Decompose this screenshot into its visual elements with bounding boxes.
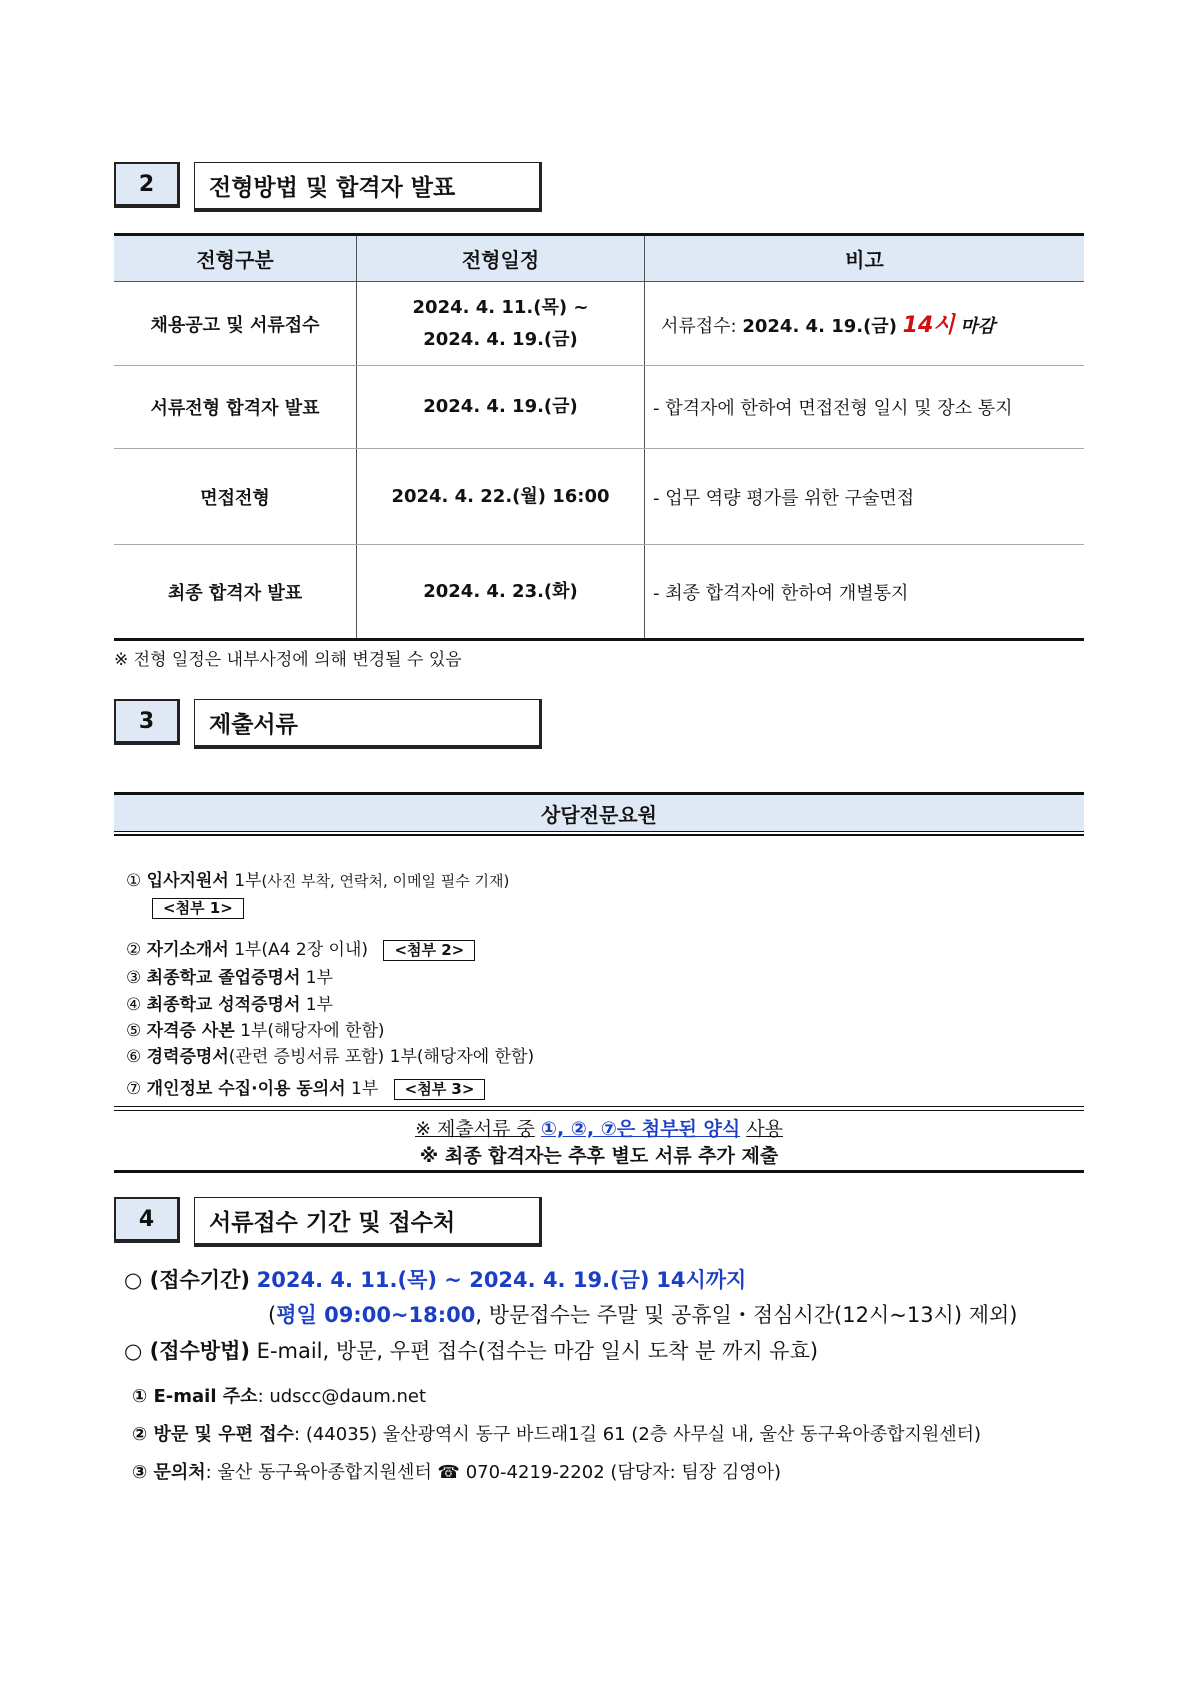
section-title: 전형방법 및 합격자 발표 bbox=[194, 162, 542, 212]
hours-open: ( bbox=[268, 1303, 277, 1327]
doc-item bbox=[126, 963, 333, 988]
doc-qty: 1부 bbox=[305, 995, 334, 1015]
doc-item bbox=[126, 866, 509, 891]
doc-qty: 1부 bbox=[234, 871, 262, 891]
reception-email bbox=[132, 1382, 426, 1408]
stage-cell: 채용공고 및 서류접수 bbox=[114, 282, 357, 366]
note-cell: - 최종 합격자에 한하여 개별통지 bbox=[645, 545, 1085, 640]
note-highlight: ①, ②, ⑦은 첨부된 양식 bbox=[540, 1118, 741, 1140]
table-row bbox=[114, 366, 1084, 449]
method-value: E-mail, 방문, 우편 접수(접수는 마감 일시 도착 분 까지 유효) bbox=[256, 1339, 819, 1363]
doc-number: ⑥ bbox=[126, 1047, 142, 1067]
attachment-label: <첨부 1> bbox=[152, 898, 244, 919]
method-label: ○ (접수방법) bbox=[124, 1339, 250, 1363]
date-line: 2024. 4. 19.(금) bbox=[423, 328, 578, 350]
period-value: 2024. 4. 11.(목) ~ 2024. 4. 19.(금) bbox=[256, 1268, 650, 1292]
note-cell: - 합격자에 한하여 면접전형 일시 및 장소 통지 bbox=[645, 366, 1085, 449]
period-until: 14시까지 bbox=[656, 1268, 747, 1292]
divider bbox=[114, 1110, 1084, 1111]
hours-value: 평일 09:00~18:00 bbox=[276, 1303, 476, 1327]
date-line: 2024. 4. 11.(목) ~ bbox=[412, 296, 589, 318]
doc-name: 최종학교 졸업증명서 bbox=[146, 968, 301, 988]
note-cell bbox=[645, 282, 1085, 366]
stage-cell: 서류전형 합격자 발표 bbox=[114, 366, 357, 449]
reception-visit bbox=[132, 1420, 981, 1446]
doc-qty: 1부 bbox=[351, 1079, 379, 1099]
doc-attach-line bbox=[152, 898, 244, 919]
note-cell: - 업무 역량 평가를 위한 구술면접 bbox=[645, 449, 1085, 545]
section-title: 서류접수 기간 및 접수처 bbox=[194, 1197, 542, 1247]
note-prefix: 서류접수: bbox=[661, 316, 737, 337]
doc-number: ① bbox=[126, 871, 142, 891]
attachment-label: <첨부 3> bbox=[394, 1079, 486, 1100]
note-suffix: 마감 bbox=[960, 316, 996, 337]
reception-method bbox=[124, 1335, 818, 1365]
doc-extra: (사진 부착, 연락처, 이메일 필수 기재) bbox=[261, 872, 510, 890]
doc-name: 개인정보 수집·이용 동의서 bbox=[146, 1079, 346, 1099]
docs-note-1 bbox=[114, 1114, 1084, 1141]
contact-value: : 울산 동구육아종합지원센터 ☎ 070-4219-2202 (담당자: 팀장 김영아) bbox=[205, 1462, 782, 1483]
table-row bbox=[114, 449, 1084, 545]
hours-rest: , 방문접수는 주말 및 공휴일・점심시간(12시~13시) 제외) bbox=[475, 1303, 1018, 1327]
doc-number: ③ bbox=[126, 968, 142, 988]
reception-hours bbox=[268, 1299, 1017, 1329]
table-header-row bbox=[114, 235, 1084, 282]
doc-number: ④ bbox=[126, 995, 142, 1015]
section-number: 2 bbox=[114, 162, 180, 208]
doc-number: ⑤ bbox=[126, 1021, 142, 1041]
schedule-table bbox=[114, 233, 1084, 641]
visit-label: ② 방문 및 우편 접수 bbox=[132, 1424, 295, 1445]
divider bbox=[114, 1106, 1084, 1107]
date-cell: 2024. 4. 19.(금) bbox=[357, 366, 645, 449]
email-label: ① E-mail 주소 bbox=[132, 1386, 258, 1407]
doc-name: 최종학교 성적증명서 bbox=[146, 995, 301, 1015]
doc-number: ⑦ bbox=[126, 1079, 142, 1099]
section-number: 4 bbox=[114, 1197, 180, 1243]
doc-qty: 1부 bbox=[305, 968, 334, 988]
note-prefix: ※ 제출서류 중 bbox=[415, 1118, 535, 1140]
doc-name: 자기소개서 bbox=[146, 940, 229, 960]
docs-note-2: ※ 최종 합격자는 추후 별도 서류 추가 제출 bbox=[419, 1145, 779, 1167]
visit-value: : (44035) 울산광역시 동구 바드래1길 61 (2층 사무실 내, 울산 동구육아종합지원센터) bbox=[294, 1424, 982, 1445]
note-deadline-time: 14시 bbox=[902, 313, 955, 338]
divider bbox=[114, 834, 1084, 836]
contact-label: ③ 문의처 bbox=[132, 1462, 206, 1483]
doc-number: ② bbox=[126, 940, 142, 960]
reception-contact bbox=[132, 1458, 781, 1484]
section-title: 제출서류 bbox=[194, 699, 542, 749]
doc-name: 입사지원서 bbox=[146, 871, 229, 891]
docs-header: 상담전문요원 bbox=[114, 792, 1084, 832]
column-header: 비고 bbox=[645, 235, 1085, 282]
reception-period bbox=[124, 1264, 746, 1294]
date-cell: 2024. 4. 23.(화) bbox=[357, 545, 645, 640]
doc-name: 경력증명서 bbox=[146, 1047, 229, 1067]
divider bbox=[114, 1170, 1084, 1173]
section-number: 3 bbox=[114, 699, 180, 745]
doc-qty: (관련 증빙서류 포함) 1부(해당자에 한함) bbox=[228, 1047, 535, 1067]
note-date: 2024. 4. 19.(금) bbox=[742, 316, 897, 337]
period-label: ○ (접수기간) bbox=[124, 1268, 250, 1292]
doc-qty: 1부(A4 2장 이내) bbox=[234, 940, 369, 960]
table-row bbox=[114, 282, 1084, 366]
schedule-footnote: ※ 전형 일정은 내부사정에 의해 변경될 수 있음 bbox=[114, 650, 462, 670]
doc-item bbox=[126, 1016, 385, 1041]
column-header: 전형구분 bbox=[114, 235, 357, 282]
doc-item bbox=[126, 990, 333, 1015]
attachment-label: <첨부 2> bbox=[383, 940, 475, 961]
stage-cell: 최종 합격자 발표 bbox=[114, 545, 357, 640]
doc-name: 자격증 사본 bbox=[146, 1021, 235, 1041]
column-header: 전형일정 bbox=[357, 235, 645, 282]
stage-cell: 면접전형 bbox=[114, 449, 357, 545]
doc-qty: 1부(해당자에 한함) bbox=[240, 1021, 385, 1041]
date-cell: 2024. 4. 22.(월) 16:00 bbox=[357, 449, 645, 545]
table-row bbox=[114, 545, 1084, 640]
note-suffix: 사용 bbox=[746, 1118, 783, 1140]
doc-item bbox=[126, 935, 475, 961]
email-value: : udscc@daum.net bbox=[257, 1386, 427, 1407]
doc-item bbox=[126, 1074, 485, 1100]
date-cell bbox=[357, 282, 645, 366]
doc-item bbox=[126, 1042, 534, 1067]
